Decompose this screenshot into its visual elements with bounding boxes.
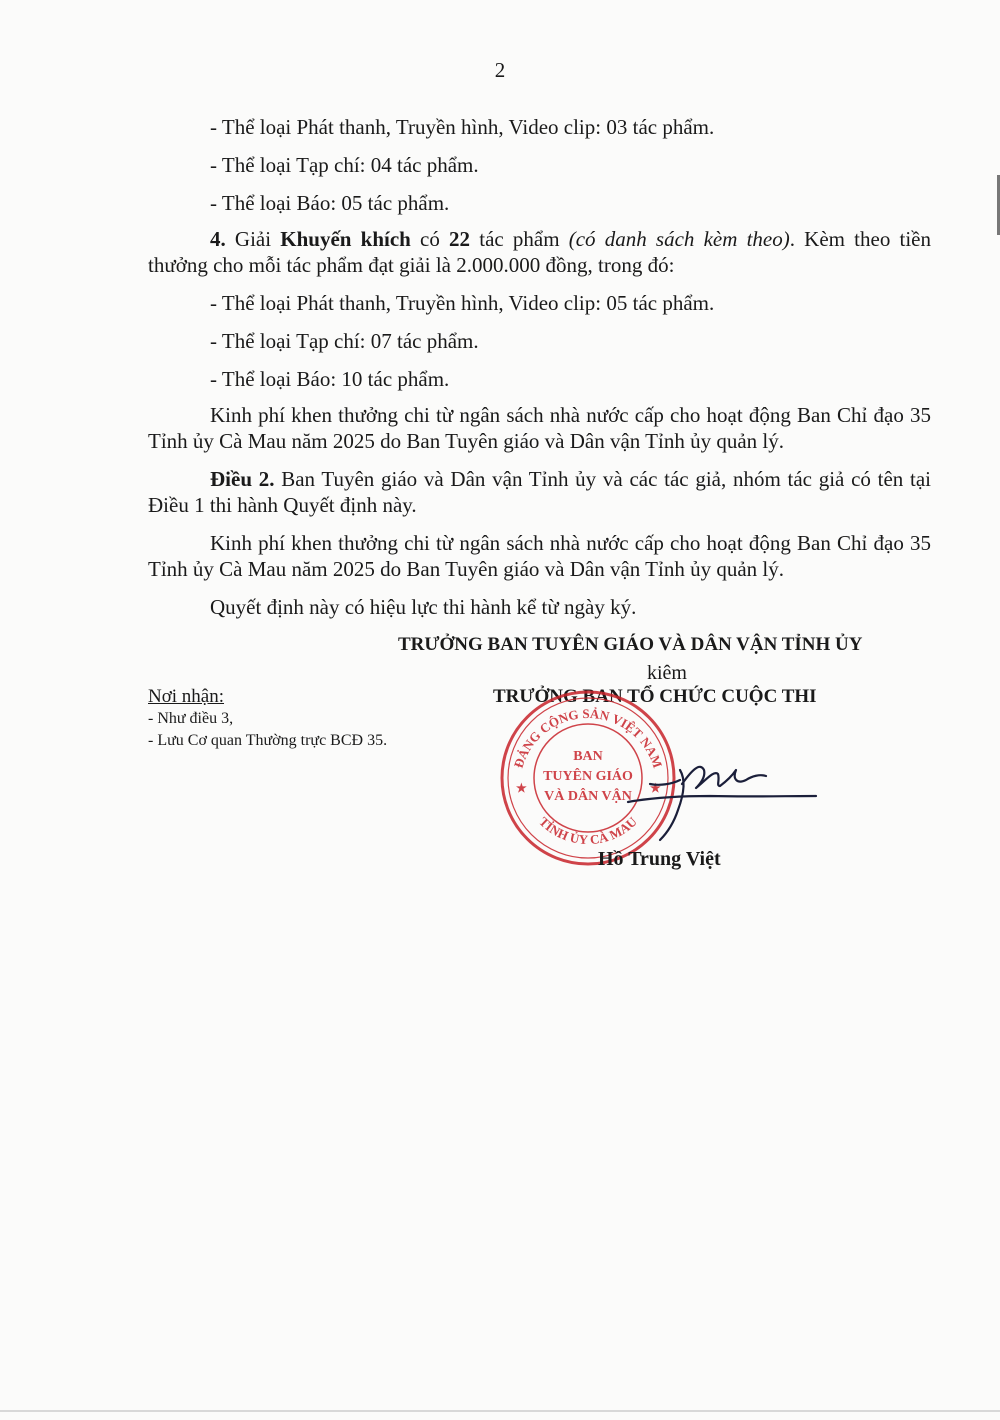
article-2-paragraph <box>148 466 931 518</box>
signer-name: Hồ Trung Việt <box>598 848 721 870</box>
recipient-item: - Như điều 3, <box>148 710 234 727</box>
item-number: 4. <box>210 227 226 251</box>
text-run: Giải <box>225 227 281 251</box>
text-run: có <box>410 227 450 251</box>
effective-clause: Quyết định này có hiệu lực thi hành kể từ ngày ký. <box>210 595 637 619</box>
prize-4-paragraph <box>148 226 931 278</box>
funding-paragraph: Kinh phí khen thưởng chi từ ngân sách nhà nước cấp cho hoạt động Ban Chỉ đạo 35 Tỉnh ủy Cà Mau năm 2025 do Ban Tuyên giáo và Dân vận Tỉnh ủy quản lý. <box>148 531 931 581</box>
prize-count: 22 <box>449 227 471 251</box>
recipients-heading: Nơi nhận: <box>148 686 225 707</box>
stamp-center-line: VÀ DÂN VẬN <box>544 789 632 804</box>
star-icon: ★ <box>516 781 527 795</box>
list-item: - Thể loại Báo: 05 tác phẩm. <box>210 191 450 215</box>
text-run: Ban Tuyên giáo và Dân vận Tỉnh ủy và các tác giả, nhóm tác giả có tên tại Điều 1 thi hành Quyết định này. <box>148 467 932 517</box>
text-run: tác phẩm <box>470 227 569 251</box>
signer-title: TRƯỞNG BAN TỔ CHỨC CUỘC THI <box>493 686 817 707</box>
recipient-item: - Lưu Cơ quan Thường trực BCĐ 35. <box>148 732 388 749</box>
attachment-note: (có danh sách kèm theo) <box>568 227 790 251</box>
list-item: - Thể loại Tạp chí: 07 tác phẩm. <box>210 329 479 353</box>
stamp-bottom-text: TỈNH ỦY CÀ MAU <box>536 813 640 848</box>
funding-paragraph: Kinh phí khen thưởng chi từ ngân sách nhà nước cấp cho hoạt động Ban Chỉ đạo 35 Tỉnh ủy Cà Mau năm 2025 do Ban Tuyên giáo và Dân vận Tỉnh ủy quản lý. <box>148 403 931 453</box>
list-item: - Thể loại Phát thanh, Truyền hình, Video clip: 05 tác phẩm. <box>210 291 715 315</box>
article-label: Điều 2. <box>210 467 275 491</box>
star-icon: ★ <box>650 781 661 795</box>
page-number: 2 <box>494 58 506 82</box>
stamp-center-line: BAN <box>573 749 603 764</box>
prize-name: Khuyến khích <box>280 227 411 251</box>
list-item: - Thể loại Báo: 10 tác phẩm. <box>210 367 450 391</box>
recipients-block <box>148 686 387 752</box>
concurrent-label: kiêm <box>647 662 687 684</box>
list-item: - Thể loại Phát thanh, Truyền hình, Video clip: 03 tác phẩm. <box>210 115 715 139</box>
scan-bottom-edge <box>0 1410 1000 1412</box>
list-item: - Thể loại Tạp chí: 04 tác phẩm. <box>210 153 479 177</box>
stamp-center-line: TUYÊN GIÁO <box>543 769 633 784</box>
text-run: . Kèm theo tiền thưởng cho mỗi tác phẩm đạt giải là 2.000.000 đồng, trong đó: <box>148 227 932 277</box>
stamp-ring-text: ĐẢNG CỘNG SẢN VIỆT NAM <box>510 705 666 770</box>
signer-title: TRƯỞNG BAN TUYÊN GIÁO VÀ DÂN VẬN TỈNH ỦY <box>398 634 863 655</box>
handwritten-signature <box>620 740 830 850</box>
